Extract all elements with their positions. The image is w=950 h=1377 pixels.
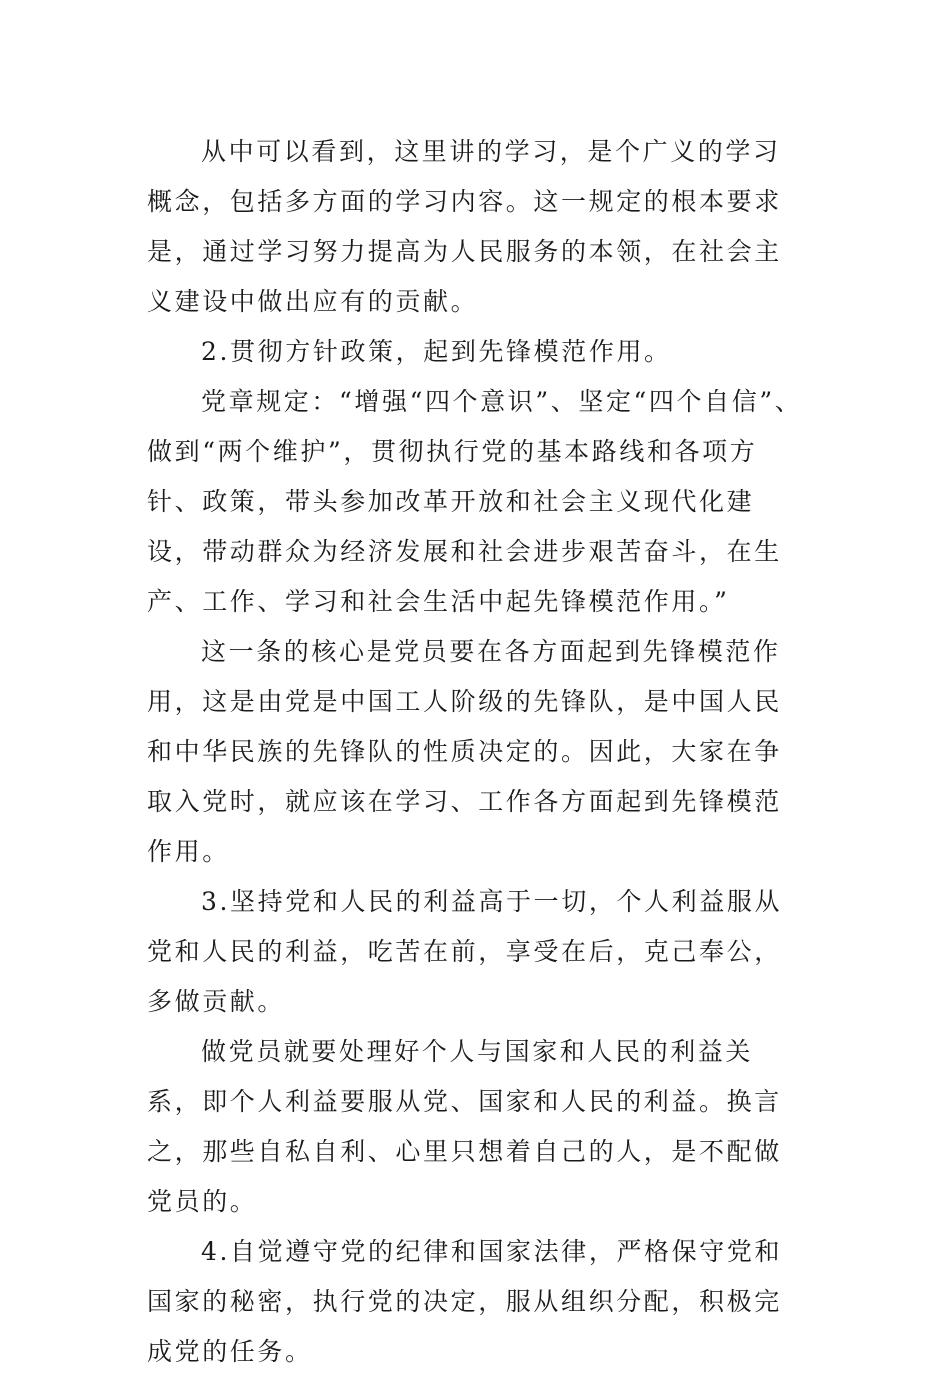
heading-item-3: 3.坚持党和人民的利益高于一切，个人利益服从党和人民的利益，吃苦在前，享受在后，克己奉公，多做贡献。 — [147, 887, 783, 1016]
heading-item-4: 4.自觉遵守党的纪律和国家法律，严格保守党和国家的秘密，执行党的决定，服从组织分配，积极完成党的任务。 — [147, 1237, 783, 1366]
paragraph-vanguard-role: 这一条的核心是党员要在各方面起到先锋模范作用，这是由党是中国工人阶级的先锋队，是中国人民和中华民族的先锋队的性质决定的。因此，大家在争取入党时，就应该在学习、工作各方面起到先锋模范作用。 — [147, 637, 782, 866]
document-body — [147, 127, 807, 1377]
paragraph-study-concept: 从中可以看到，这里讲的学习，是个广义的学习概念，包括多方面的学习内容。这一规定的根本要求是，通过学习努力提高为人民服务的本领，在社会主义建设中做出应有的贡献。 — [147, 137, 782, 316]
paragraph-interest-relations: 做党员就要处理好个人与国家和人民的利益关系，即个人利益要服从党、国家和人民的利益。换言之，那些自私自利、心里只想着自己的人，是不配做党员的。 — [147, 1037, 782, 1216]
heading-item-2: 2.贯彻方针政策，起到先锋模范作用。 — [201, 337, 672, 366]
paragraph-party-constitution-quote: 党章规定：“增强“四个意识”、坚定“四个自信”、做到“两个维护”，贯彻执行党的基本路线和各项方针、政策，带头参加改革开放和社会主义现代化建设，带动群众为经济发展和社会进步艰苦奋斗，在生产、工作、学习和社会生活中起先锋模范作用。” — [147, 387, 803, 616]
